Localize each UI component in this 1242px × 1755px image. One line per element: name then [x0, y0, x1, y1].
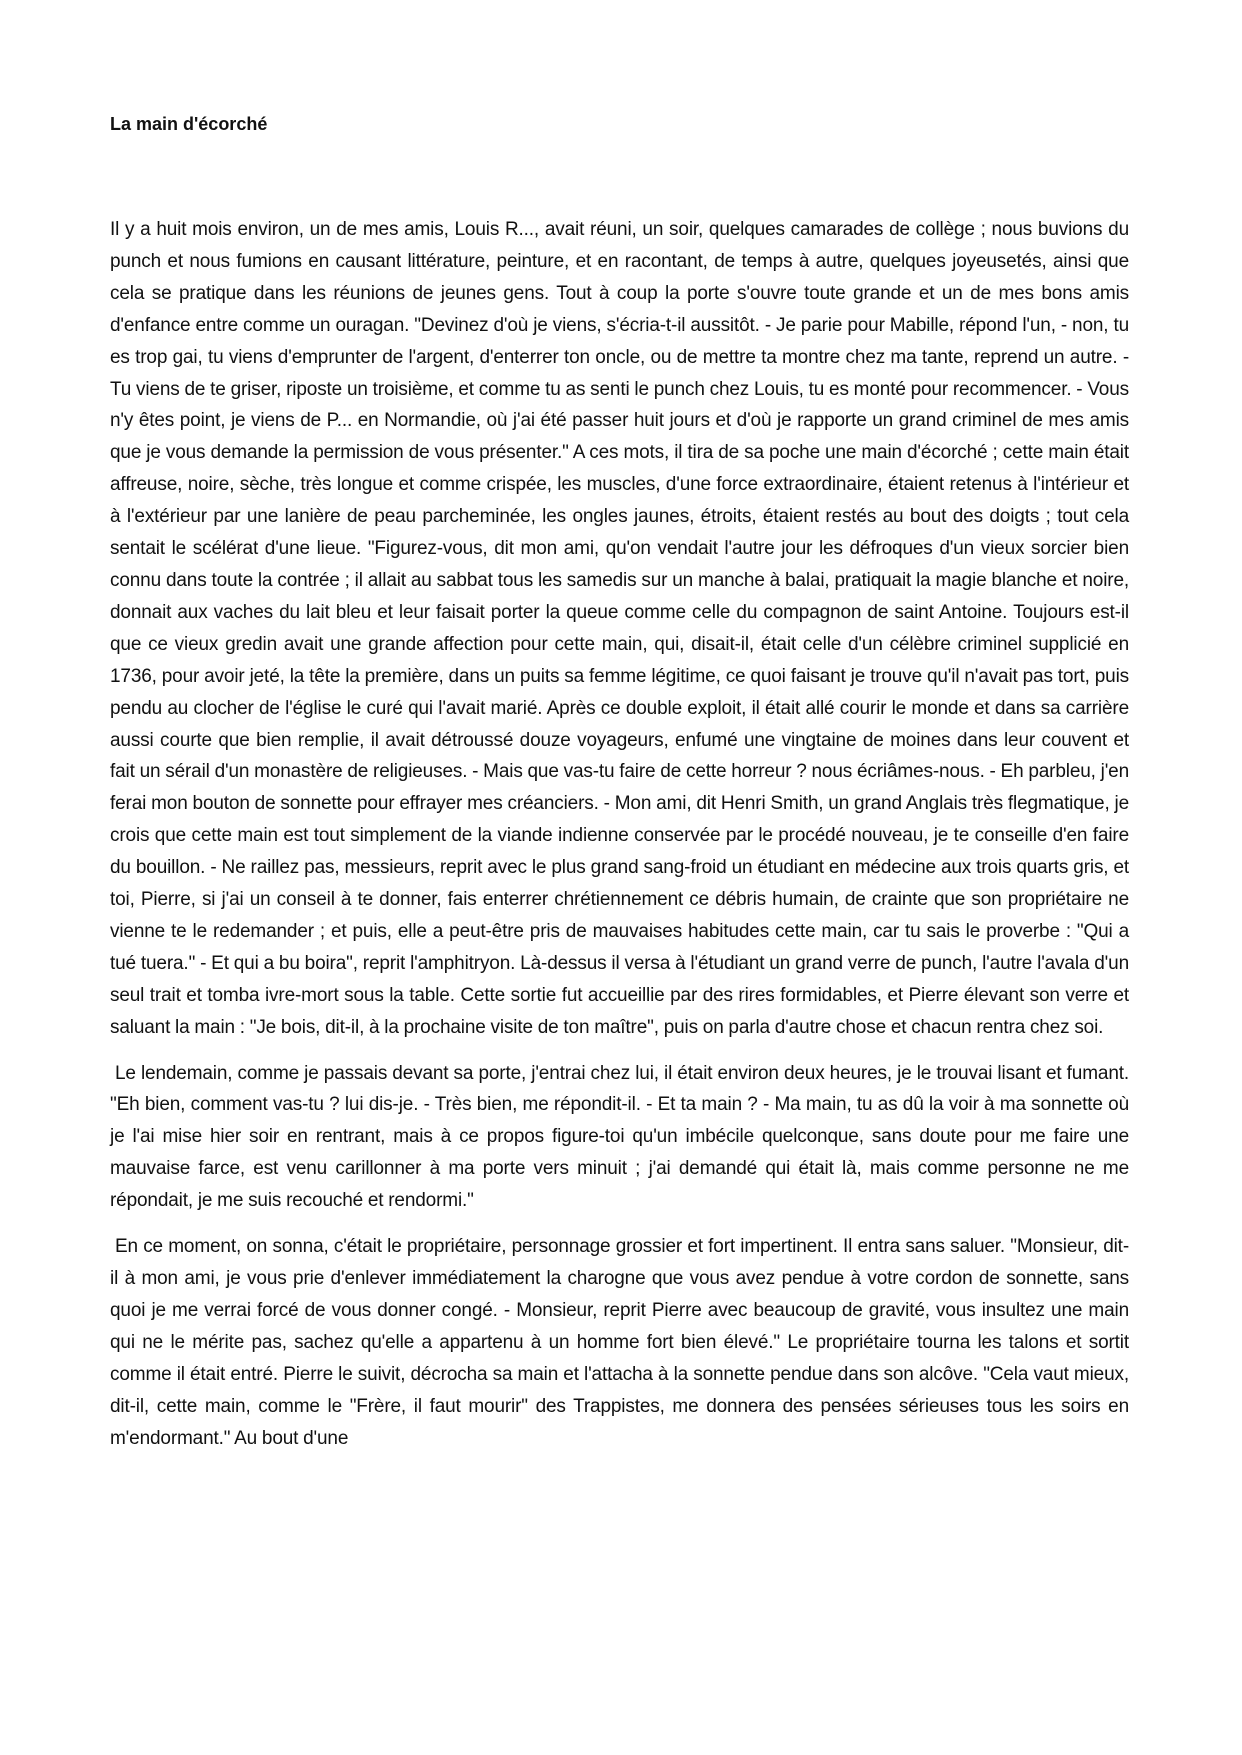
paragraph-3: En ce moment, on sonna, c'était le propriétaire, personnage grossier et fort impertinent. Il entra sans saluer. "Monsieur, dit-il à mon ami, je vous prie d'enlever immédiatement la charogne que vous avez pendue à votre cordon de sonnette, sans quoi je me verrai forcé de vous donner congé. - Monsieur, reprit Pierre avec beaucoup de gravité, vous insultez une main qui ne le mérite pas, sachez qu'elle a appartenu à un homme fort bien élevé." Le propriétaire tourna les talons et sortit comme il était entré. Pierre le suivit, décrocha sa main et l'attacha à la sonnette pendue dans son alcôve. "Cela vaut mieux, dit-il, cette main, comme le "Frère, il faut mourir" des Trappistes, me donnera des pensées sérieuses tous les soirs en m'endormant." Au bout d'une — [110, 1236, 1129, 1449]
paragraph-2: Le lendemain, comme je passais devant sa porte, j'entrai chez lui, il était environ deux heures, je le trouvai lisant et fumant. "Eh bien, comment vas-tu ? lui dis-je. - Très bien, me répondit-il. - Et ta main ? - Ma main, tu as dû la voir à ma sonnette où je l'ai mise hier soir en rentrant, mais à ce propos figure-toi qu'un imbécile quelconque, sans doute pour me faire une mauvaise farce, est venu carillonner à ma porte vers minuit ; j'ai demandé qui était là, mais comme personne ne me répondait, je me suis recouché et rendormi." — [110, 1062, 1129, 1212]
paragraph-1: Il y a huit mois environ, un de mes amis, Louis R..., avait réuni, un soir, quelques camarades de collège ; nous buvions du punch et nous fumions en causant littérature, peinture, et en racontant, de temps à autre, quelques joyeusetés, ainsi que cela se pratique dans les réunions de jeunes gens. Tout à coup la porte s'ouvre toute grande et un de mes bons amis d'enfance entre comme un ouragan. "Devinez d'où je viens, s'écria-t-il aussitôt. - Je parie pour Mabille, répond l'un, - non, tu es trop gai, tu viens d'emprunter de l'argent, d'enterrer ton oncle, ou de mettre ta montre chez ma tante, reprend un autre. - Tu viens de te griser, riposte un troisième, et comme tu as senti le punch chez Louis, tu es monté pour recommencer. - Vous n'y êtes point, je viens de P... en Normandie, où j'ai été passer huit jours et d'où je rapporte un grand criminel de mes amis que je vous demande la permission de vous présenter." A ces mots, il tira de sa poche une main d'écorché ; cette main était affreuse, noire, sèche, très longue et comme crispée, les muscles, d'une force extraordinaire, étaient retenus à l'intérieur et à l'extérieur par une lanière de peau parcheminée, les ongles jaunes, étroits, étaient restés au bout des doigts ; tout cela sentait le scélérat d'une lieue. "Figurez-vous, dit mon ami, qu'on vendait l'autre jour les défroques d'un vieux sorcier bien connu dans toute la contrée ; il allait au sabbat tous les samedis sur un manche à balai, pratiquait la magie blanche et noire, donnait aux vaches du lait bleu et leur faisait porter la queue comme celle du compagnon de saint Antoine. Toujours est-il que ce vieux gredin avait une grande affection pour cette main, qui, disait-il, était celle d'un célèbre criminel supplicié en 1736, pour avoir jeté, la tête la première, dans un puits sa femme légitime, ce quoi faisant je trouve qu'il n'avait pas tort, puis pendu au clocher de l'église le curé qui l'avait marié. Après ce double exploit, il était allé courir le monde et dans sa carrière aussi courte que bien remplie, il avait détroussé douze voyageurs, enfumé une vingtaine de moines dans leur couvent et fait un sérail d'un monastère de religieuses. - Mais que vas-tu faire de cette horreur ? nous écriâmes-nous. - Eh parbleu, j'en ferai mon bouton de sonnette pour effrayer mes créanciers. - Mon ami, dit Henri Smith, un grand Anglais très flegmatique, je crois que cette main est tout simplement de la viande indienne conservée par le procédé nouveau, je te conseille d'en faire du bouillon. - Ne raillez pas, messieurs, reprit avec le plus grand sang-froid un étudiant en médecine aux trois quarts gris, et toi, Pierre, si j'ai un conseil à te donner, fais enterrer chrétiennement ce débris humain, de crainte que son propriétaire ne vienne te le redemander ; et puis, elle a peut-être pris de mauvaises habitudes cette main, car tu sais le proverbe : "Qui a tué tuera." - Et qui a bu boira", reprit l'amphitryon. Là-dessus il versa à l'étudiant un grand verre de punch, l'autre l'avala d'un seul trait et tomba ivre-mort sous la table. Cette sortie fut accueillie par des rires formidables, et Pierre élevant son verre et saluant la main : "Je bois, dit-il, à la prochaine visite de ton maître", puis on parla d'autre chose et chacun rentra chez soi. — [110, 219, 1130, 1038]
document-body — [110, 214, 1129, 1468]
document-title: La main d'écorché — [110, 114, 268, 134]
